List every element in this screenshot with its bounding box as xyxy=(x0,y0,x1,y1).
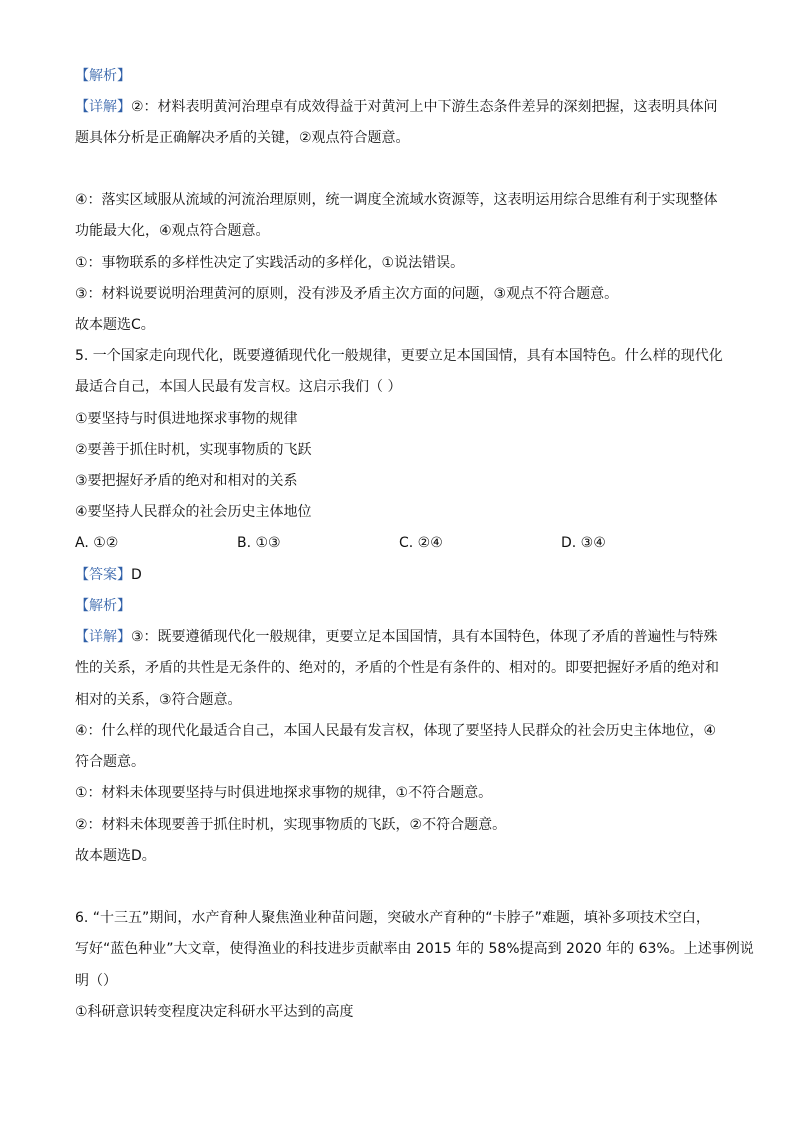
q4-conclusion: 故本题选C。 xyxy=(75,317,155,333)
q5-explanation-line: ②：材料未体现要善于抓住时机，实现事物质的飞跃，②不符合题意。 xyxy=(75,817,507,833)
q4-explanation-text: ②：材料表明黄河治理卓有成效得益于对黄河上中下游生态条件差异的深刻把握，这表明具体问 xyxy=(131,99,718,115)
answer-tag: 【答案】 xyxy=(75,567,131,583)
q5-explanation-line: 性的关系，矛盾的共性是无条件的、绝对的，矛盾的个性是有条件的、相对的。即要把握好矛盾的绝对和 xyxy=(75,660,719,676)
q4-explanation-line: ④：落实区域服从流域的河流治理原则，统一调度全流域水资源等，这表明运用综合思维有利于实现整体 xyxy=(75,192,718,208)
q5-stem: 最适合自己，本国人民最有发言权。这启示我们（ ） xyxy=(75,379,402,395)
q5-answer-line xyxy=(75,565,735,585)
q5-conclusion: 故本题选D。 xyxy=(75,848,156,864)
q5-explanation-line xyxy=(75,627,735,647)
jiexi-heading: 【解析】 xyxy=(75,598,131,614)
q6-stem: 明（） xyxy=(75,973,117,989)
q5-option-c: C. ②④ xyxy=(399,535,443,551)
xiangjie-tag: 【详解】 xyxy=(75,99,131,115)
q6-stem: 写好“蓝色种业”大文章，使得渔业的科技进步贡献率由 2015 年的 58%提高到 2020 年的 63%。上述事例说 xyxy=(75,941,754,957)
q5-option-d: D. ③④ xyxy=(561,535,606,551)
q5-item: ③要把握好矛盾的绝对和相对的关系 xyxy=(75,473,298,489)
q5-answer: D xyxy=(131,567,142,583)
q6-item: ①科研意识转变程度决定科研水平达到的高度 xyxy=(75,1004,354,1020)
q5-explanation-line: 符合题意。 xyxy=(75,754,145,770)
q5-explanation-line: ①：材料未体现要坚持与时俱进地探求事物的规律，①不符合题意。 xyxy=(75,785,493,801)
xiangjie-tag: 【详解】 xyxy=(75,629,131,645)
q5-option-b: B. ①③ xyxy=(237,535,281,551)
q4-explanation-line: ①：事物联系的多样性决定了实践活动的多样化，①说法错误。 xyxy=(75,255,465,271)
q5-item: ①要坚持与时俱进地探求事物的规律 xyxy=(75,411,298,427)
q5-explanation-text: ③：既要遵循现代化一般规律，更要立足本国国情，具有本国特色，体现了矛盾的普遍性与特殊 xyxy=(131,629,718,645)
q6-stem: 6. “十三五”期间，水产育种人聚焦渔业种苗问题，突破水产育种的“卡脖子”难题，填补多项技术空白， xyxy=(75,910,710,926)
q4-explanation-line: 功能最大化，④观点符合题意。 xyxy=(75,223,270,239)
q5-item: ④要坚持人民群众的社会历史主体地位 xyxy=(75,504,312,520)
q5-option-a: A. ①② xyxy=(75,535,119,551)
q5-options xyxy=(75,533,735,553)
q4-explanation-line: ③：材料说要说明治理黄河的原则，没有涉及矛盾主次方面的问题，③观点不符合题意。 xyxy=(75,286,619,302)
q5-stem: 5. 一个国家走向现代化，既要遵循现代化一般规律，更要立足本国国情，具有本国特色。什么样的现代化 xyxy=(75,348,723,364)
jiexi-heading: 【解析】 xyxy=(75,68,131,84)
q5-item: ②要善于抓住时机，实现事物质的飞跃 xyxy=(75,442,312,458)
q5-explanation-line: 相对的关系，③符合题意。 xyxy=(75,692,242,708)
q4-explanation-line: 题具体分析是正确解决矛盾的关键，②观点符合题意。 xyxy=(75,130,410,146)
q4-explanation-line xyxy=(75,97,735,117)
q5-explanation-line: ④：什么样的现代化最适合自己，本国人民最有发言权，体现了要坚持人民群众的社会历史主体地位，④ xyxy=(75,723,717,739)
